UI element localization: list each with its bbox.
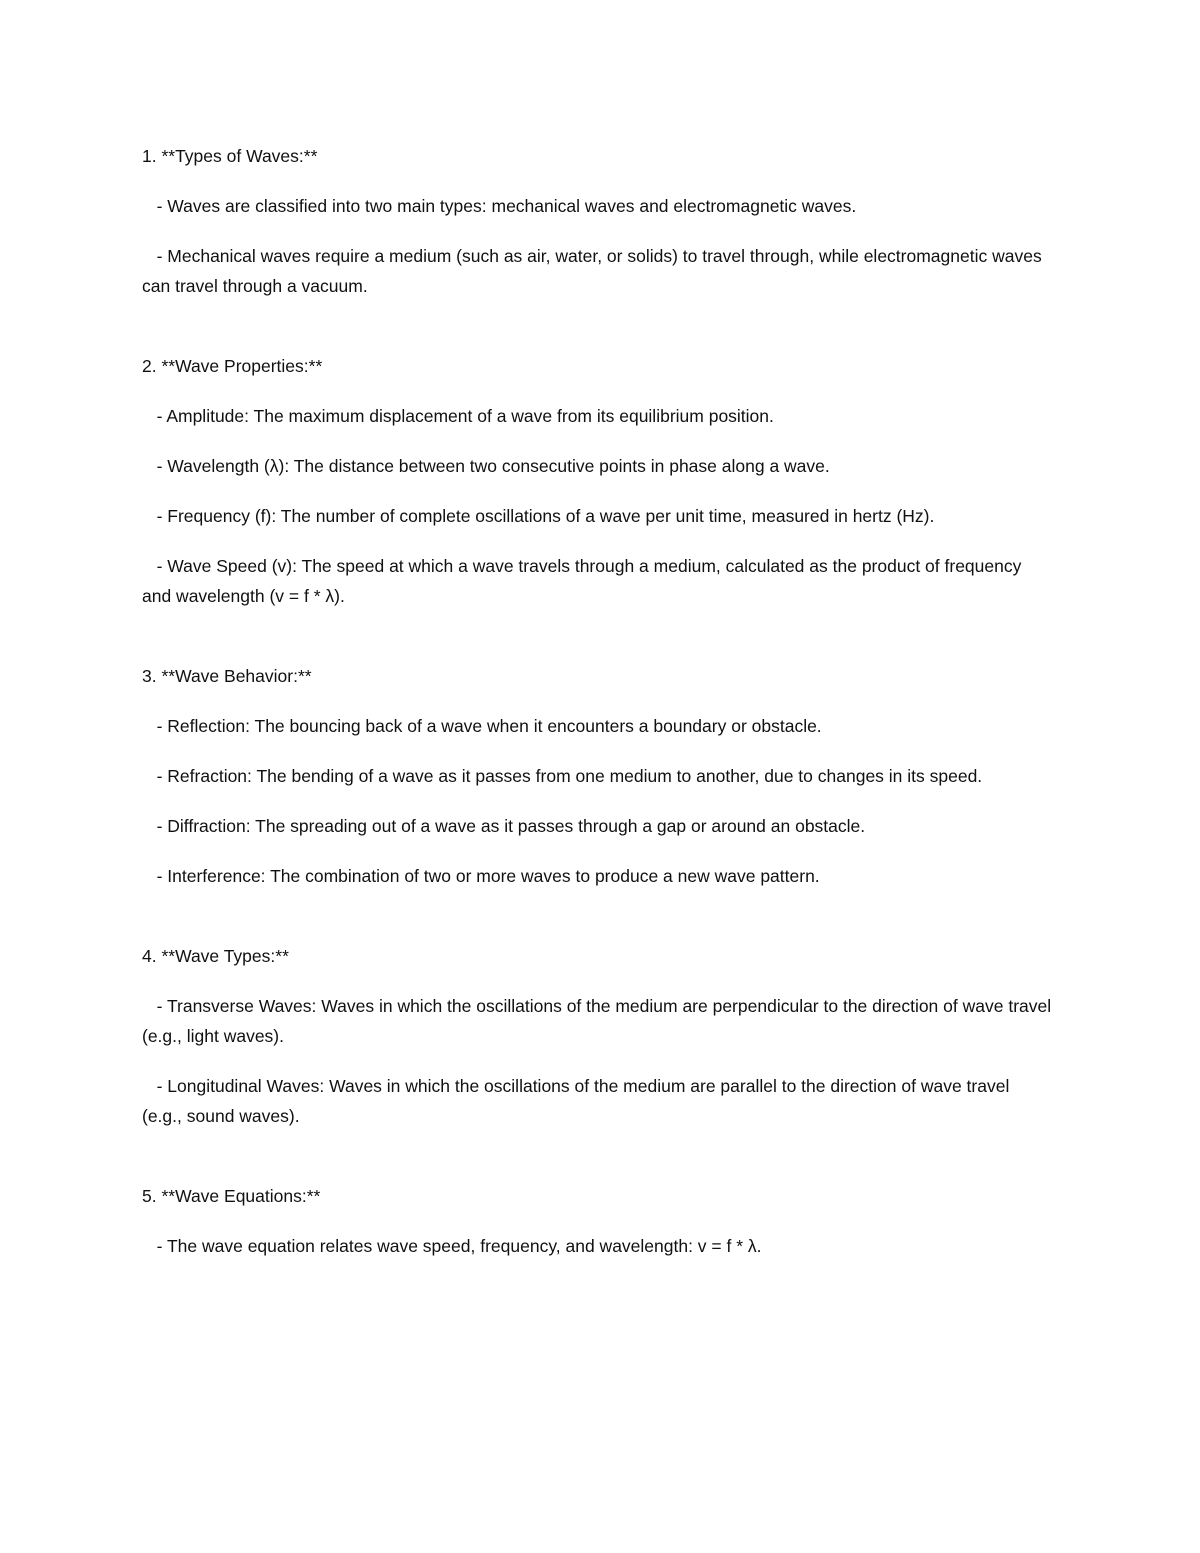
section-wave-properties bbox=[142, 351, 1052, 611]
list-item: - Diffraction: The spreading out of a wave as it passes through a gap or around an obstacle. bbox=[142, 816, 866, 836]
list-item: - Waves are classified into two main types: mechanical waves and electromagnetic waves. bbox=[142, 196, 857, 216]
list-item: - Refraction: The bending of a wave as it passes from one medium to another, due to changes in its speed. bbox=[142, 766, 983, 786]
section-heading: 3. **Wave Behavior:** bbox=[142, 666, 312, 686]
section-wave-equations bbox=[142, 1181, 1052, 1261]
list-item: - Longitudinal Waves: Waves in which the oscillations of the medium are parallel to the direction of wave travel (e.g., sound waves). bbox=[142, 1076, 1015, 1126]
section-heading: 2. **Wave Properties:** bbox=[142, 356, 323, 376]
section-heading: 5. **Wave Equations:** bbox=[142, 1186, 321, 1206]
list-item: - Interference: The combination of two or more waves to produce a new wave pattern. bbox=[142, 866, 820, 886]
section-types-of-waves bbox=[142, 141, 1052, 301]
list-item: - The wave equation relates wave speed, frequency, and wavelength: v = f * λ. bbox=[142, 1236, 762, 1256]
document-body bbox=[142, 141, 1056, 1261]
list-item: - Mechanical waves require a medium (such as air, water, or solids) to travel through, while electromagnetic waves can travel through a vacuum. bbox=[142, 246, 1047, 296]
list-item: - Wave Speed (v): The speed at which a wave travels through a medium, calculated as the product of frequency and wavelength (v = f * λ). bbox=[142, 556, 1027, 606]
list-item: - Amplitude: The maximum displacement of a wave from its equilibrium position. bbox=[142, 406, 774, 426]
section-heading: 4. **Wave Types:** bbox=[142, 946, 289, 966]
section-wave-behavior bbox=[142, 661, 1052, 891]
list-item: - Reflection: The bouncing back of a wave when it encounters a boundary or obstacle. bbox=[142, 716, 822, 736]
list-item: - Transverse Waves: Waves in which the oscillations of the medium are perpendicular to the direction of wave travel (e.g., light waves). bbox=[142, 996, 1056, 1046]
section-heading: 1. **Types of Waves:** bbox=[142, 146, 318, 166]
list-item: - Wavelength (λ): The distance between two consecutive points in phase along a wave. bbox=[142, 456, 830, 476]
list-item: - Frequency (f): The number of complete oscillations of a wave per unit time, measured in hertz (Hz). bbox=[142, 506, 935, 526]
section-wave-types bbox=[142, 941, 1056, 1131]
